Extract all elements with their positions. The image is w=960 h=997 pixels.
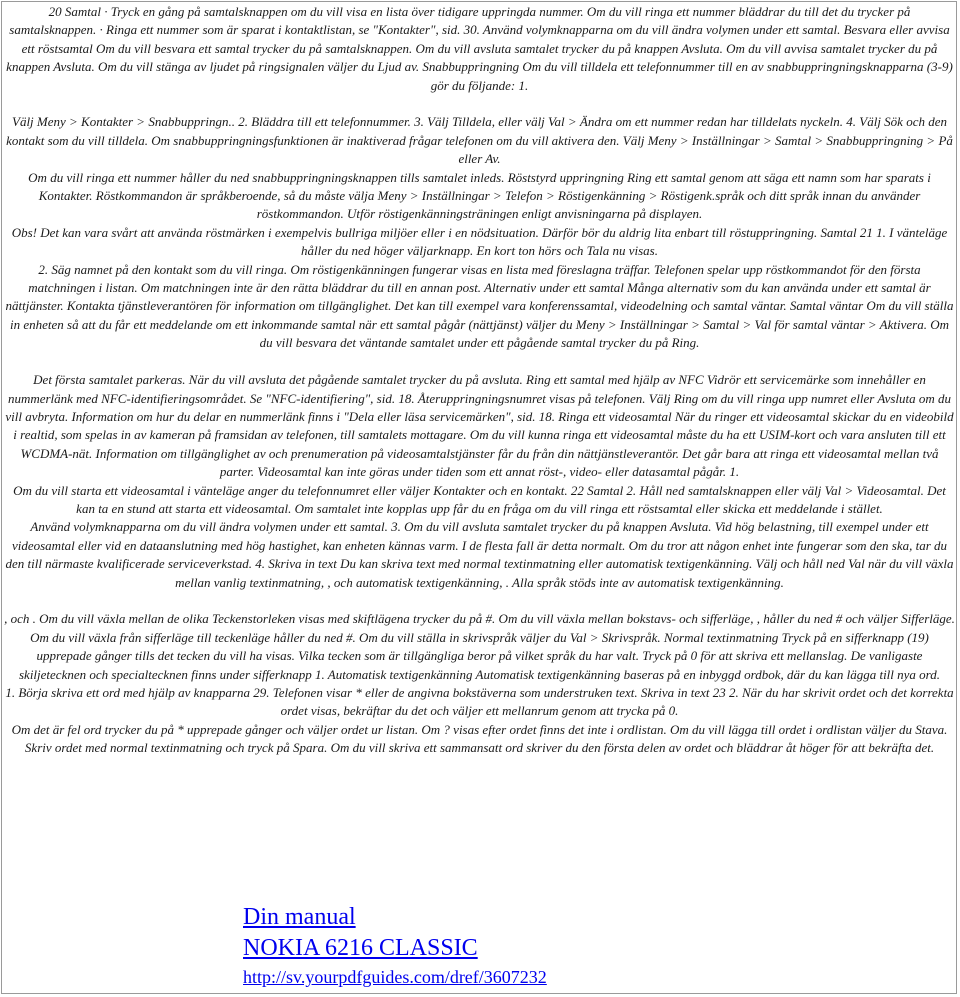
manual-text (4, 3, 955, 758)
paragraph-7: Om du vill starta ett videosamtal i vänteläge anger du telefonnumret eller väljer Kontakter och en kontakt. 22 Samtal 2. Håll ned samtalsknappen eller välj Val > Videosamtal. Det kan ta en stund att starta ett videosamtal. Om samtalet inte kopplas upp får du en fråga om du vill ringa ett röstsamtal eller skicka ett meddelande i stället. (13, 482, 946, 516)
paragraph-5: 2. Säg namnet på den kontakt som du vill ringa. Om röstigenkänningen fungerar visas en lista med föreslagna träffar. Telefonen spelar upp röstkommandot för den första matchningen i listan. Om matchningen inte är den rätta bläddrar du till en annan post. Alternativ under ett samtal Många alternativ som du kan använda under ett samtal är nättjänster. Kontakta tjänstleverantören för information om tillgänglighet. Det kan till exempel vara konferenssamtal, videodelning och samtal väntar. Samtal väntar Om du vill ställa in enheten så att du får ett meddelande om ett inkommande samtal när ett samtal pågår (nättjänst) väljer du Meny > Inställningar > Samtal > Val för samtal väntar > Aktivera. Om du vill besvara det väntande samtalet under ett pågående samtal trycker du på Ring. (5, 261, 954, 351)
paragraph-11: Om det är fel ord trycker du på * upprepade gånger och väljer ordet ur listan. Om ? visas efter ordet finns det inte i ordlistan. Om du vill lägga till ordet i ordlistan väljer du Stava. Skriv ordet med normal textinmatning och tryck på Spara. Om du vill skriva ett sammansatt ord skriver du den första delen av ordet och bläddrar åt höger för att bekräfta det. (11, 721, 948, 756)
paragraph-10: 1. Börja skriva ett ord med hjälp av knapparna 29. Telefonen visar * eller de angivna bokstäverna som understruken text. Skriva in text 23 2. När du har skrivit ordet och det korrekta ordet visas, bekräftar du det och väljer ett mellanrum genom att trycka på 0. (5, 684, 954, 719)
product-link[interactable]: NOKIA 6216 CLASSIC (243, 935, 478, 961)
manual-link[interactable]: Din manual (243, 904, 356, 930)
paragraph-3: Om du vill ringa ett nummer håller du ned snabbuppringningsknappen tills samtalet inleds. Röststyrd uppringning Ring ett samtal genom att säga ett namn som har sparats i Kontakter. Röstkommandon är språkberoende, så du måste välja Meny > Inställningar > Telefon > Röstigenkänning > Röstigenk.språk och ditt språk innan du använder röstkommandon. Utför röstigenkänningsträningen enligt anvisningarna på displayen. (28, 169, 931, 222)
paragraph-spacer (4, 592, 955, 610)
paragraph-spacer (4, 95, 955, 113)
paragraph-spacer (4, 353, 955, 371)
paragraph-9: , och . Om du vill växla mellan de olika Teckenstorleken visas med skiftlägena trycker du på #. Om du vill växla mellan bokstavs- och sifferläge, , håller du ned # och väljer Sifferläge. Om du vill växla från sifferläge till teckenläge håller du ned #. Om du vill ställa in skrivspråk väljer du Val > Skrivspråk. Normal textinmatning Tryck på en sifferknapp (19) upprepade gånger tills det tecken du vill ha visas. Vilka tecken som är tillgängliga beror på vilket språk du har valt. Tryck på 0 för att skriva ett mellanslag. De vanligaste skiljetecknen och specialtecknen finns under sifferknapp 1. Automatisk textigenkänning Automatisk textigenkänning baseras på en inbyggd ordbok, där du kan lägga till nya ord. (4, 611, 955, 682)
paragraph-1: 20 Samtal · Tryck en gång på samtalsknappen om du vill visa en lista över tidigare uppringda nummer. Om du vill ringa ett nummer bläddrar du till det du trycker på samtalsknappen. · Ringa ett nummer som är sparat i kontaktlistan, se "Kontakter", sid. 30. Använd volymknapparna om du vill ändra volymen under ett samtal. Besvara eller avvisa ett röstsamtal Om du vill besvara ett samtal trycker du på samtalsknappen. Om du vill avsluta samtalet trycker du på knappen Avsluta. Om du vill avvisa samtalet trycker du på knappen Avsluta. Om du vill stänga av ljudet på ringsignalen väljer du Ljud av. Snabbuppringning Om du vill tilldela ett telefonnummer till en av snabbuppringningsknapparna (3-9) gör du följande: 1. (6, 4, 953, 93)
paragraph-6: Det första samtalet parkeras. När du vill avsluta det pågående samtalet trycker du på avsluta. Ring ett samtal med hjälp av NFC Vidrör ett servicemärke som innehåller en nummerlänk med NFC-identifieringsområdet. Se "NFC-identifiering", sid. 18. Återuppringningsnumret visas på telefonen. Välj Ring om du vill ringa upp numret eller Avsluta om du vill avbryta. Information om hur du delar en nummerlänk finns i "Dela eller läsa servicemärken", sid. 18. Ringa ett videosamtal När du ringer ett videosamtal skickar du en videobild i realtid, som spelas in av kameran på framsidan av telefonen, till samtalets mottagare. Om du vill kunna ringa ett videosamtal måste du ha ett USIM-kort och vara ansluten till ett WCDMA-nät. Information om tillgänglighet av och prenumeration på videosamtalstjänster får du från din nättjänstleverantör. Det går bara att ringa ett videosamtal mellan två parter. Videosamtal kan inte göras under tiden som ett annat röst-, video- eller datasamtal pågår. 1. (5, 372, 954, 480)
footer-links (243, 902, 547, 990)
paragraph-8: Använd volymknapparna om du vill ändra volymen under ett samtal. 3. Om du vill avsluta samtalet trycker du på knappen Avsluta. Vid hög belastning, till exempel under ett videosamtal eller vid en dataanslutning med hög hastighet, kan enheten kännas varm. I de flesta fall är detta normalt. Om du tror att någon enhet inte fungerar som den ska, tar du den till närmaste kvalificerade serviceverkstad. 4. Skriva in text Du kan skriva text med normal textinmatning eller automatisk textigenkänning. Välj och håll ned Val när du vill växla mellan vanlig textinmatning, , och automatisk textigenkänning, . Alla språk stöds inte av automatisk textigenkänning. (5, 519, 954, 590)
paragraph-4: Obs! Det kan vara svårt att använda röstmärken i exempelvis bullriga miljöer eller i en nödsituation. Därför bör du aldrig lita enbart till röstuppringning. Samtal 21 1. I vänteläge håller du ned höger väljarknapp. En kort ton hörs och Tala nu visas. (11, 224, 948, 259)
url-link[interactable]: http://sv.yourpdfguides.com/dref/3607232 (243, 967, 547, 987)
paragraph-2: Välj Meny > Kontakter > Snabbuppringn.. 2. Bläddra till ett telefonnummer. 3. Välj Tilldela, eller välj Val > Ändra om ett nummer redan har tilldelats nyckeln. 4. Välj Sök och den kontakt som du vill tilldela. Om snabbuppringningsfunktionen är inaktiverad frågar telefonen om du vill aktivera den. Välj Meny > Inställningar > Samtal > Snabbuppringning > På eller Av. (6, 114, 953, 167)
